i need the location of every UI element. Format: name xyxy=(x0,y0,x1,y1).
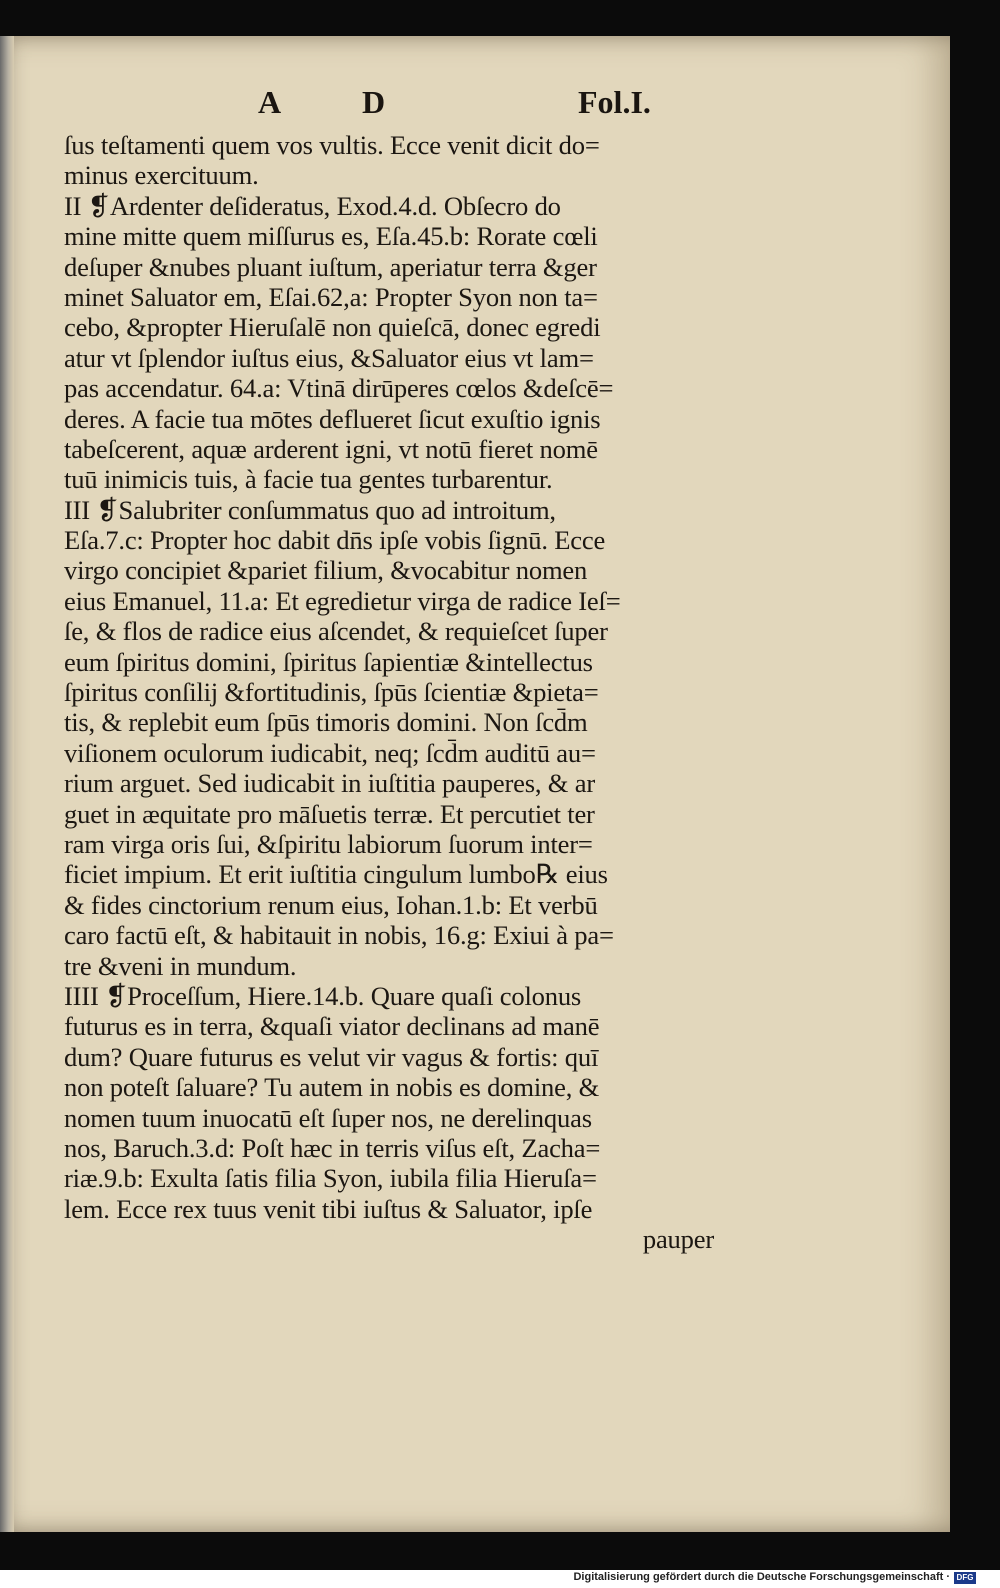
text-line: non poteſt ſaluare? Tu autem in nobis es domine, & xyxy=(64,1072,600,1103)
page-header xyxy=(0,84,950,132)
folio-number: Fol.I. xyxy=(578,84,651,120)
text-line: deres. A facie tua mōtes deflueret ſicut exuſtio ignis xyxy=(64,403,601,434)
dfg-logo[interactable]: DFG xyxy=(954,1572,976,1584)
text-line: ficiet impium. Et erit iuſtitia cingulum lumbo℞ eius xyxy=(64,859,608,890)
text-line: deſuper &nubes pluant iuſtum, aperiatur terra &ger xyxy=(64,251,597,282)
text-line: tuū inimicis tuis, à facie tua gentes turbarentur. xyxy=(64,464,553,495)
text-line: mine mitte quem miſſurus es, Eſa.45.b: Rorate cœli xyxy=(64,221,598,252)
text-line: minet Saluator em, Eſai.62,a: Propter Syon non ta= xyxy=(64,281,598,312)
text-line: pas accendatur. 64.a: Vtinā dirūperes cœlos &deſcē= xyxy=(64,373,614,404)
text-line: Eſa.7.c: Propter hoc dabit dn̄s ipſe vobis ſignū. Ecce xyxy=(64,525,606,556)
text-line: tis, & replebit eum ſpūs timoris domini. Non ſcd̄m xyxy=(64,707,588,738)
text-line: ſus teſtamenti quem vos vultis. Ecce venit dicit do= xyxy=(64,130,600,160)
text-line: atur vt ſplendor iuſtus eius, &Saluator eius vt lam= xyxy=(64,342,594,373)
body-text xyxy=(64,130,720,1254)
text-line: eius Emanuel, 11.a: Et egredietur virga de radice Ieſ= xyxy=(64,585,621,616)
text-line: rium arguet. Sed iudicabit in iuſtitia pauperes, & ar xyxy=(64,768,595,799)
text-line: III ❡Salubriter conſummatus quo ad introitum, xyxy=(64,494,556,525)
text-line: II ❡Ardenter deſideratus, Exod.4.d. Obſecro do xyxy=(64,190,561,221)
text-line: dum? Quare futurus es velut vir vagus & fortis: quī xyxy=(64,1041,599,1072)
text-line: ſe, & flos de radice eius aſcendet, & requieſcet ſuper xyxy=(64,616,608,647)
text-line: & fides cinctorium renum eius, Iohan.1.b: Et verbū xyxy=(64,889,598,920)
text-line: viſionem oculorum iudicabit, neq; ſcd̄m auditū au= xyxy=(64,737,596,768)
text-line: tre &veni in mundum. xyxy=(64,950,297,981)
text-line: virgo concipiet &pariet filium, &vocabitur nomen xyxy=(64,555,588,586)
text-line: cebo, &propter Hieruſalē non quieſcā, donec egredi xyxy=(64,312,601,343)
text-line: futurus es in terra, &quaſi viator declinans ad manē xyxy=(64,1011,600,1042)
signature-mark-a: A xyxy=(258,84,282,120)
page-spine-edge xyxy=(0,36,14,1532)
text-line: minus exercituum. xyxy=(64,160,259,191)
text-line: caro factū eſt, & habitauit in nobis, 16.g: Exiui à pa= xyxy=(64,920,614,951)
text-line: riæ.9.b: Exulta ſatis filia Syon, iubila filia Hieruſa= xyxy=(64,1163,597,1194)
text-line: ram virga oris ſui, &ſpiritu labiorum ſuorum inter= xyxy=(64,828,593,859)
text-line: tabeſcerent, aquæ arderent igni, vt notū fieret nomē xyxy=(64,433,598,464)
signature-mark-d: D xyxy=(362,84,386,120)
text-line: IIII ❡Proceſſum, Hiere.14.b. Quare quaſi colonus xyxy=(64,980,582,1011)
text-line: lem. Ecce rex tuus venit tibi iuſtus & Saluator, ipſe xyxy=(64,1193,593,1224)
funding-credit: Digitalisierung gefördert durch die Deutsche Forschungsgemeinschaft · xyxy=(573,1571,950,1583)
text-line: guet in æquitate pro māſuetis terræ. Et percutiet ter xyxy=(64,798,595,829)
text-line: nos, Baruch.3.d: Poſt hæc in terris viſus eſt, Zacha= xyxy=(64,1132,601,1163)
catchword: pauper xyxy=(642,1224,714,1255)
text-line: nomen tuum inuocatū eſt ſuper nos, ne derelinquas xyxy=(64,1102,592,1133)
text-line: ſpiritus conſilij &fortitudinis, ſpūs ſcientiæ &pieta= xyxy=(64,677,599,708)
text-line: eum ſpiritus domini, ſpiritus ſapientiæ &intellectus xyxy=(64,646,593,677)
